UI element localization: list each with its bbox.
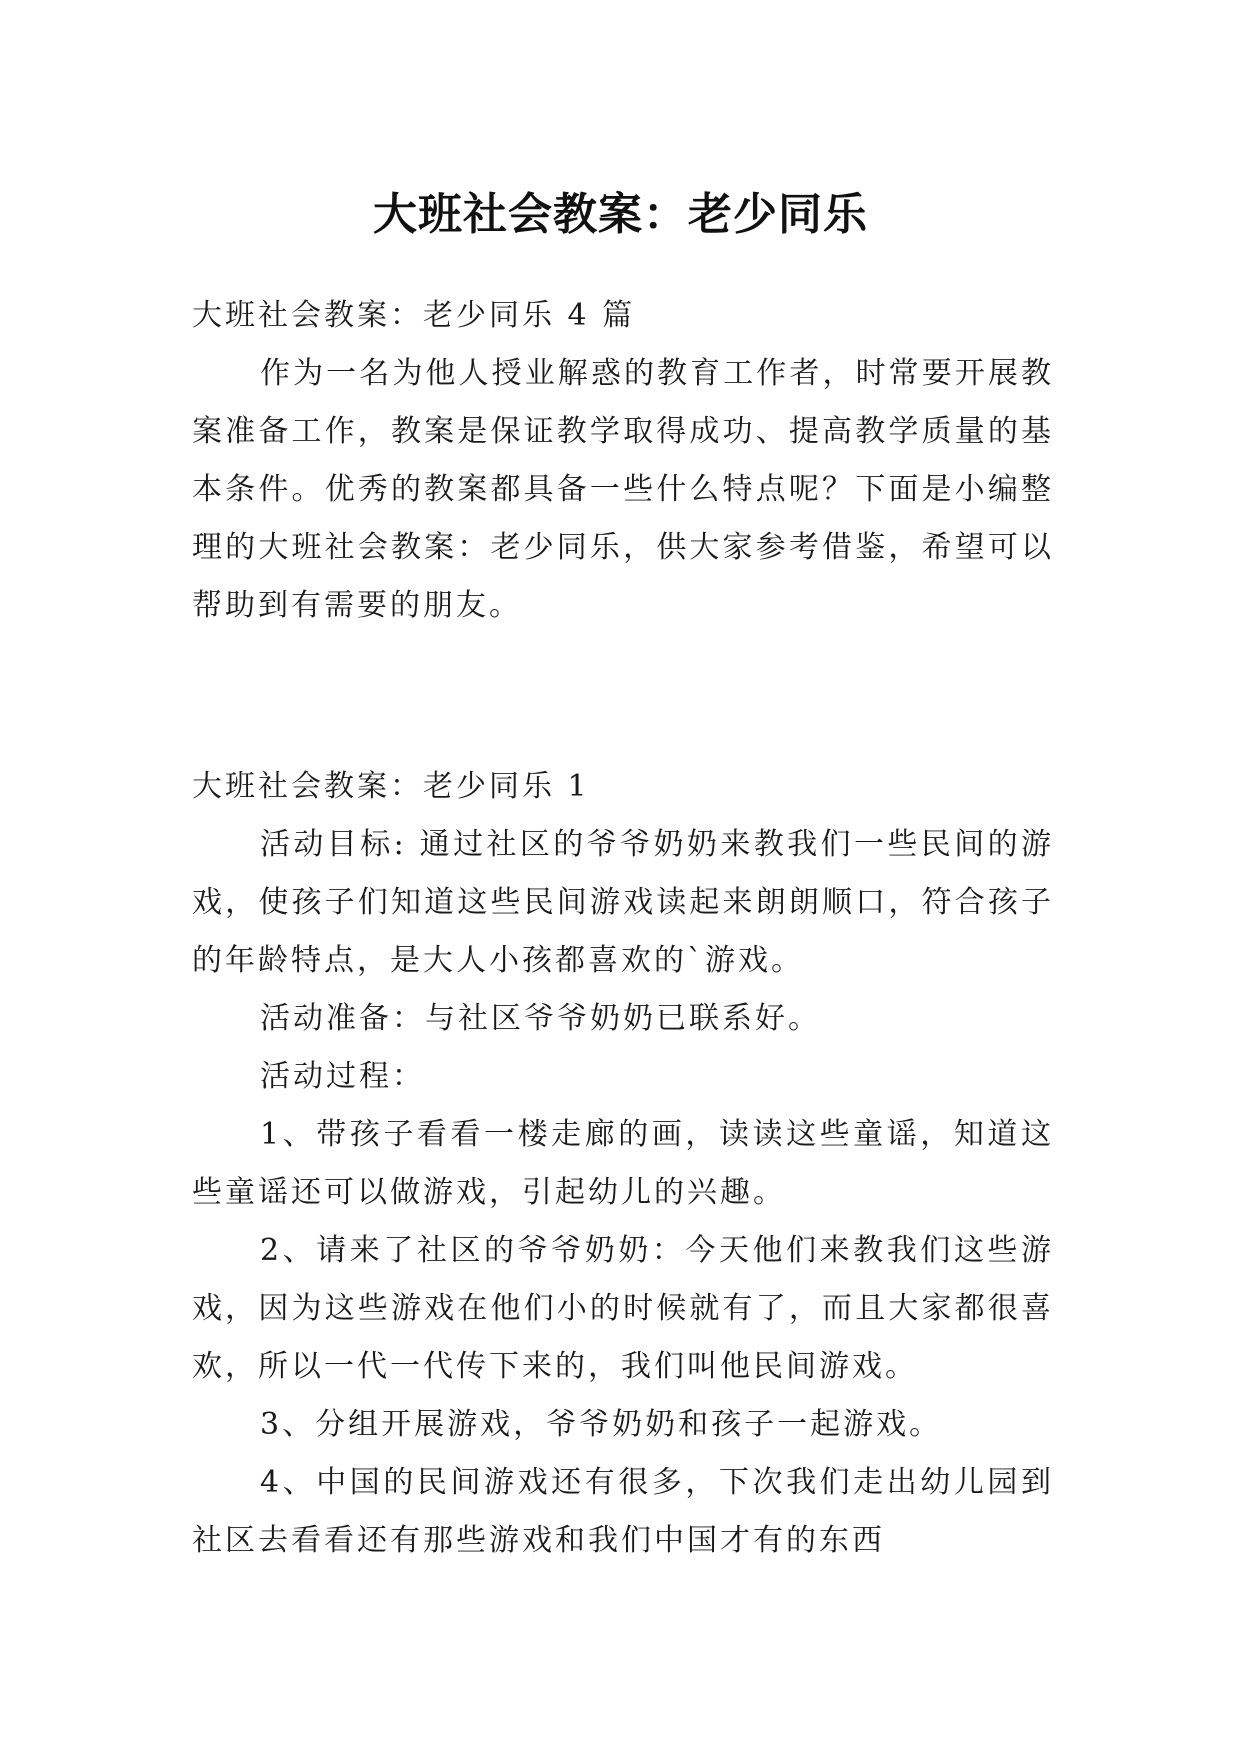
intro-paragraph: 作为一名为他人授业解惑的教育工作者，时常要开展教案准备工作，教案是保证教学取得成功、提高教学质量的基本条件。优秀的教案都具备一些什么特点呢？下面是小编整理的大班社会教案：老少同乐，供大家参考借鉴，希望可以帮助到有需要的朋友。	[192, 356, 1054, 623]
activity-process-label: 活动过程：	[260, 1059, 425, 1094]
intro-heading: 大班社会教案：老少同乐 4 篇	[192, 298, 636, 333]
section-1	[192, 758, 1054, 1570]
activity-goal-paragraph: 活动目标: 通过社区的爷爷奶奶来教我们一些民间的游戏，使孩子们知道这些民间游戏读起来朗朗顺口，符合孩子的年龄特点，是大人小孩都喜欢的`游戏。	[192, 827, 1054, 978]
process-step-3: 3、分组开展游戏，爷爷奶奶和孩子一起游戏。	[260, 1407, 943, 1442]
process-step-1: 1、带孩子看看一楼走廊的画，读读这些童谣，知道这些童谣还可以做游戏，引起幼儿的兴趣。	[192, 1117, 1054, 1210]
section-1-heading: 大班社会教案：老少同乐 1	[192, 769, 590, 804]
document-title: 大班社会教案：老少同乐	[373, 189, 868, 241]
process-step-4: 4、中国的民间游戏还有很多，下次我们走出幼儿园到社区去看看还有那些游戏和我们中国才有的东西	[192, 1465, 1054, 1558]
activity-preparation-paragraph: 活动准备：与社区爷爷奶奶已联系好。	[260, 1001, 821, 1036]
process-step-2: 2、请来了社区的爷爷奶奶：今天他们来教我们这些游戏，因为这些游戏在他们小的时候就有了，而且大家都很喜欢，所以一代一代传下来的，我们叫他民间游戏。	[192, 1233, 1054, 1384]
intro-section	[192, 287, 1054, 635]
